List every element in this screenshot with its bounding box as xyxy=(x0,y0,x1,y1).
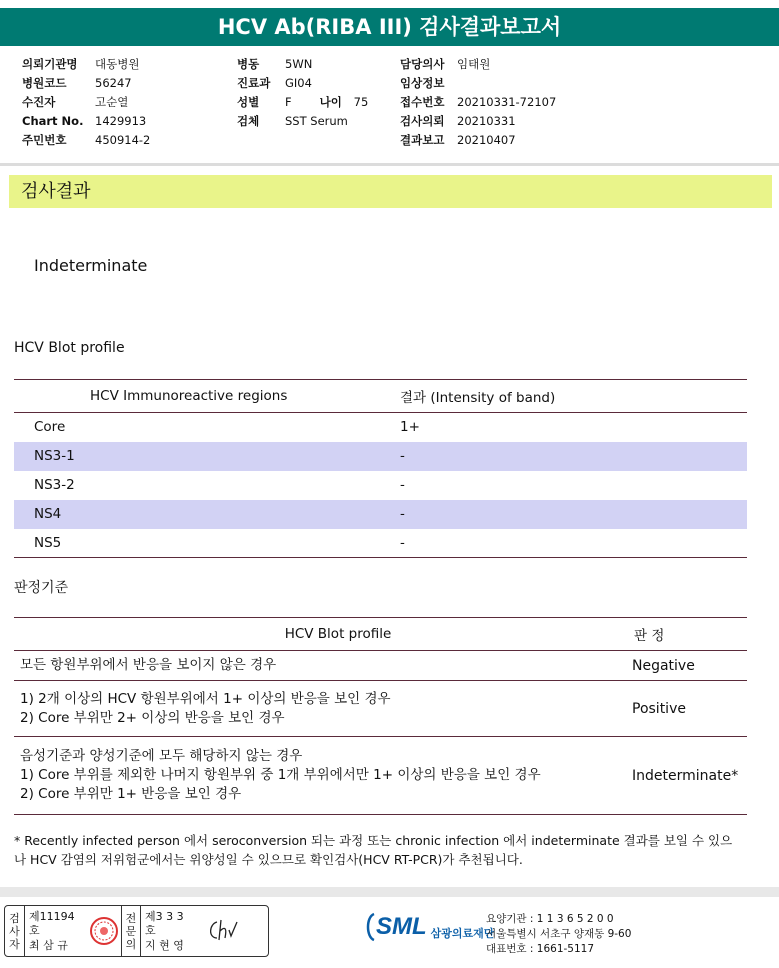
info-value: 임태원 xyxy=(457,57,491,71)
info-value: 20210331-72107 xyxy=(457,95,557,109)
criteria-line: 음성기준과 양성기준에 모두 해당하지 않는 경우 xyxy=(20,748,303,764)
info-row-request-date xyxy=(400,112,556,131)
examiner-license: 제11194호 xyxy=(29,909,75,937)
signature-box xyxy=(4,905,269,957)
criteria-line: 2) Core 부위만 1+ 반응을 보인 경우 xyxy=(20,786,242,802)
label-char: 전 xyxy=(125,911,137,925)
label-char: 문 xyxy=(125,924,137,938)
result-value: Indeterminate xyxy=(34,256,148,275)
table-row xyxy=(14,471,747,500)
info-label: 병동 xyxy=(237,57,260,71)
info-row-doctor xyxy=(400,55,556,74)
info-label: 담당의사 xyxy=(400,57,445,71)
criteria-table xyxy=(14,617,747,815)
info-value: 20210331 xyxy=(457,114,516,128)
info-label: 의뢰기관명 xyxy=(22,57,78,71)
footnote: * Recently infected person 에서 seroconversion 되는 과정 또는 chronic infection 에서 indeterminate 결과를 보일 수 있으나 HCV 감염의 저위험군에서는 위양성일 수 있으므로 확인검사(HCV RT-PCR)가 추천됩니다. xyxy=(14,833,733,867)
info-value: 450914-2 xyxy=(95,133,151,147)
info-column-2 xyxy=(237,55,368,131)
info-label: 검체 xyxy=(237,114,260,128)
region-cell: NS3-1 xyxy=(14,442,400,471)
info-row-institution xyxy=(22,55,150,74)
age-value: 75 xyxy=(353,95,369,109)
info-row-chart-no xyxy=(22,112,150,131)
criteria-line: 1) 2개 이상의 HCV 항원부위에서 1+ 이상의 반응을 보인 경우 xyxy=(20,690,391,707)
info-row-sex-age xyxy=(237,93,368,112)
label-char: 의 xyxy=(125,937,137,951)
info-row-patient xyxy=(22,93,150,112)
region-cell: NS4 xyxy=(14,500,400,529)
info-label: 병원코드 xyxy=(22,76,67,90)
info-row-department xyxy=(237,74,368,93)
examiner-label xyxy=(5,906,25,956)
info-value: 56247 xyxy=(95,76,132,90)
address-line: 대표번호 : 1661-5117 xyxy=(486,943,595,955)
criteria-cell xyxy=(14,681,622,737)
judgement-cell: Negative xyxy=(622,651,747,681)
table-row xyxy=(14,529,747,558)
info-row-clinical-info xyxy=(400,74,556,93)
specialist-name: 지 현 영 xyxy=(145,938,184,952)
table-row xyxy=(14,500,747,529)
blot-profile-label: HCV Blot profile xyxy=(14,340,125,356)
info-row-report-date xyxy=(400,131,556,150)
specialist-label xyxy=(121,906,141,956)
blot-profile-table xyxy=(14,379,747,558)
section-title: 검사결과 xyxy=(9,175,772,208)
criteria-line: 1) Core 부위를 제외한 나머지 항원부위 중 1개 부위에서만 1+ 이상의 반응을 보인 경우 xyxy=(20,767,541,783)
divider xyxy=(0,163,779,166)
report-title: HCV Ab(RIBA III) 검사결과보고서 xyxy=(0,8,779,46)
header-profile: HCV Blot profile xyxy=(14,618,622,651)
header-result: 결과 (Intensity of band) xyxy=(400,380,747,413)
company-address xyxy=(486,912,631,957)
result-cell: 1+ xyxy=(400,419,420,436)
criteria-line: 모든 항원부위에서 반응을 보이지 않은 경우 xyxy=(20,657,277,673)
address-line: 서울특별시 서초구 양재동 9-60 xyxy=(486,928,632,940)
table-header-row xyxy=(14,618,747,651)
footer-divider xyxy=(0,887,779,897)
info-column-1 xyxy=(22,55,150,150)
judgement-cell: Indeterminate* xyxy=(622,737,747,815)
judgement-cell: Positive xyxy=(622,681,747,737)
info-label: 수진자 xyxy=(22,95,56,109)
result-cell: - xyxy=(400,442,747,471)
result-cell: - xyxy=(400,500,747,529)
info-value: 대동병원 xyxy=(95,57,140,71)
table-header-row xyxy=(14,380,747,413)
info-value: 5WN xyxy=(285,57,313,71)
info-label: 임상정보 xyxy=(400,76,445,90)
table-row xyxy=(14,737,747,815)
info-label: 결과보고 xyxy=(400,133,445,147)
logo-mark-icon xyxy=(364,911,376,943)
table-row xyxy=(14,413,747,442)
info-row-ward xyxy=(237,55,368,74)
specialist-info xyxy=(141,906,201,956)
info-value: 20210407 xyxy=(457,133,516,147)
seal-icon xyxy=(87,906,121,956)
criteria-cell xyxy=(14,737,622,815)
criteria-label: 판정기준 xyxy=(14,580,69,596)
info-label: 성별 xyxy=(237,95,260,109)
label-char: 검 xyxy=(9,911,20,925)
examiner-info xyxy=(25,906,87,956)
info-row-receipt-no xyxy=(400,93,556,112)
info-value: GI04 xyxy=(285,76,312,90)
criteria-cell xyxy=(14,651,622,681)
info-row-hospital-code xyxy=(22,74,150,93)
info-value: SST Serum xyxy=(285,114,348,128)
result-cell: - xyxy=(400,477,405,493)
result-cell: - xyxy=(400,529,747,558)
info-label: Chart No. xyxy=(22,114,84,128)
table-row xyxy=(14,651,747,681)
info-label: 검사의뢰 xyxy=(400,114,445,128)
header-judgement: 판 정 xyxy=(622,618,747,651)
criteria-line: 2) Core 부위만 2+ 이상의 반응을 보인 경우 xyxy=(20,709,285,726)
info-label: 진료과 xyxy=(237,76,271,90)
label-char: 자 xyxy=(9,937,20,951)
info-label: 접수번호 xyxy=(400,95,445,109)
table-row xyxy=(14,442,747,471)
info-row-id-number xyxy=(22,131,150,150)
address-line: 요양기관 : 1 1 3 6 5 2 0 0 xyxy=(486,913,614,925)
label-char: 사 xyxy=(9,924,20,938)
info-value: 고순열 xyxy=(95,95,129,109)
region-cell: Core xyxy=(34,419,66,436)
info-value: F xyxy=(285,95,292,109)
table-row xyxy=(14,681,747,737)
age-label: 나이 xyxy=(319,95,342,109)
info-label: 주민번호 xyxy=(22,133,67,147)
header-regions: HCV Immunoreactive regions xyxy=(14,380,400,413)
signature-icon xyxy=(201,906,245,956)
specialist-license: 제3 3 3 호 xyxy=(145,909,184,937)
region-cell: NS3-2 xyxy=(34,477,75,493)
info-value: 1429913 xyxy=(95,114,147,128)
logo-sml-text: SML xyxy=(376,913,427,940)
region-cell: NS5 xyxy=(14,529,400,558)
info-row-specimen xyxy=(237,112,368,131)
info-column-3 xyxy=(400,55,556,150)
examiner-name: 최 삼 규 xyxy=(29,938,68,952)
logo-company-name: 삼광의료재단 xyxy=(430,927,495,940)
company-logo xyxy=(364,911,494,943)
